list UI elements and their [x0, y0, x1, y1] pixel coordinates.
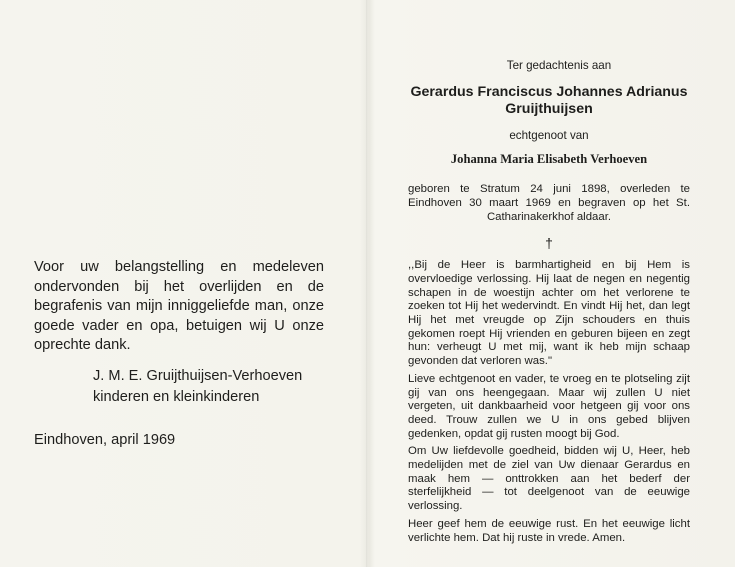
place-date: Eindhoven, april 1969 [34, 431, 176, 448]
card-fold [366, 0, 368, 567]
prayer-paragraph-3: Heer geef hem de eeuwige rust. En het eeuwige licht verlichte hem. Dat hij ruste in vrede. Amen. [408, 517, 690, 544]
signature-family: kinderen en kleinkinderen [93, 389, 260, 405]
cross-icon: † [545, 235, 553, 252]
thanks-text: Voor uw belangstelling en medeleven ondervonden bij het overlijden en de begrafenis van mijn inniggeliefde man, onze goede vader en opa, betuigen wij U onze oprechte dank. [34, 259, 324, 353]
biography: geboren te Stratum 24 juni 1898, overleden te Eindhoven 30 maart 1969 en begraven op het St. Catharinakerkhof aldaar. [408, 183, 690, 223]
signature-name: J. M. E. Gruijthuijsen-Verhoeven [93, 367, 303, 384]
left-panel [34, 258, 324, 450]
right-panel [408, 59, 690, 545]
prayer-paragraph-2: Om Uw liefdevolle goedheid, bidden wij U, Heer, heb medelijden met de ziel van Uw dienaar Gerardus en maak hem — onttrokken aan het bederf der sterfelijkheid — tot deelgenoot van de eeuwige verlossing. [408, 445, 690, 513]
prayer-paragraph-1: Lieve echtgenoot en vader, te vroeg en te plotseling zijt gij van ons heengegaan. Maar wij zullen U niet vergeten, uit dankbaarheid voor hetgeen gij voor ons deed. Trouw zullen we U in ons gebed blijven gedenken, opdat gij rusten moogt bij God. [408, 372, 690, 440]
deceased-name-line2: Gruijthuijsen [505, 100, 593, 117]
deceased-name-line1: Gerardus Franciscus Johannes Adrianus [410, 83, 688, 100]
spouse-label: echtgenoot van [509, 128, 589, 142]
spouse-name: Johanna Maria Elisabeth Verhoeven [450, 152, 648, 167]
bible-quote: ,,Bij de Heer is barmhartigheid en bij Hem is overvloedige verlossing. Hij laat de negen en negentig schapen in de woestijn achter om het verlorene te zoeken tot Hij het wedervindt. En vindt Hij het, dan legt Hij het met vreugde op Zijn schouders en thuis gekomen roept Hij vrienden en geburen bijeen en zegt hun: verheugt U met mij, want ik heb mijn schaap gevonden dat verloren was." [408, 259, 690, 368]
memory-heading: Ter gedachtenis aan [506, 59, 612, 72]
deceased-name [408, 84, 690, 118]
